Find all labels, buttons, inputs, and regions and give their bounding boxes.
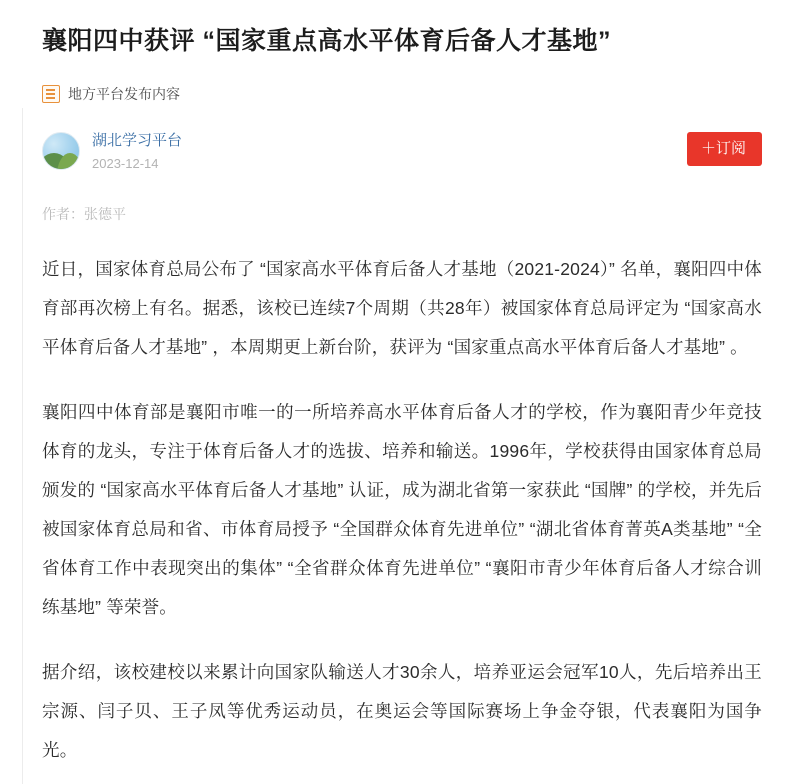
article-author: 作者：张德平 bbox=[42, 206, 126, 222]
article-paragraph: 近日，国家体育总局公布了 “国家高水平体育后备人才基地（2021-2024）” 名单，襄阳四中体育部再次榜上有名。据悉，该校已连续7个周期（共28年）被国家体育总局评定为 “国家高水平体育后备人才基地” ，本周期更上新台阶，获评为 “国家重点高水平体育后备人才基地” 。 bbox=[42, 259, 762, 357]
source-tag-label: 地方平台发布内容 bbox=[68, 86, 180, 102]
author-meta-row bbox=[42, 130, 762, 174]
account-info bbox=[92, 130, 182, 174]
avatar[interactable] bbox=[42, 132, 80, 170]
account-name-link[interactable]: 湖北学习平台 bbox=[92, 132, 183, 149]
article-paragraph: 襄阳四中体育部是襄阳市唯一的一所培养高水平体育后备人才的学校，作为襄阳青少年竞技体育的龙头，专注于体育后备人才的选拔、培养和输送。1996年，学校获得由国家体育总局颁发的 “国家高水平体育后备人才基地” 认证，成为湖北省第一家获此 “国牌” 的学校，并先后被国家体育总局和省、市体育局授予 “全国群众体育先进单位” “湖北省体育菁英A类基地” “全省体育工作中表现突出的集体” “全省群众体育先进单位” “襄阳市青少年体育后备人才综合训练基地” 等荣誉。 bbox=[42, 402, 762, 617]
local-platform-icon bbox=[42, 85, 60, 103]
source-tag bbox=[42, 84, 762, 104]
article-paragraph: 据介绍，该校建校以来累计向国家队输送人才30余人，培养亚运会冠军10人，先后培养出王宗源、闫子贝、王子凤等优秀运动员，在奥运会等国际赛场上争金夺银，代表襄阳为国争光。 bbox=[42, 662, 762, 760]
article-body bbox=[42, 250, 762, 770]
subscribe-button[interactable]: ＋订阅 bbox=[687, 132, 762, 166]
publish-date: 2023-12-14 bbox=[92, 156, 159, 171]
page-title: 襄阳四中获评 “国家重点高水平体育后备人才基地” bbox=[42, 27, 611, 55]
